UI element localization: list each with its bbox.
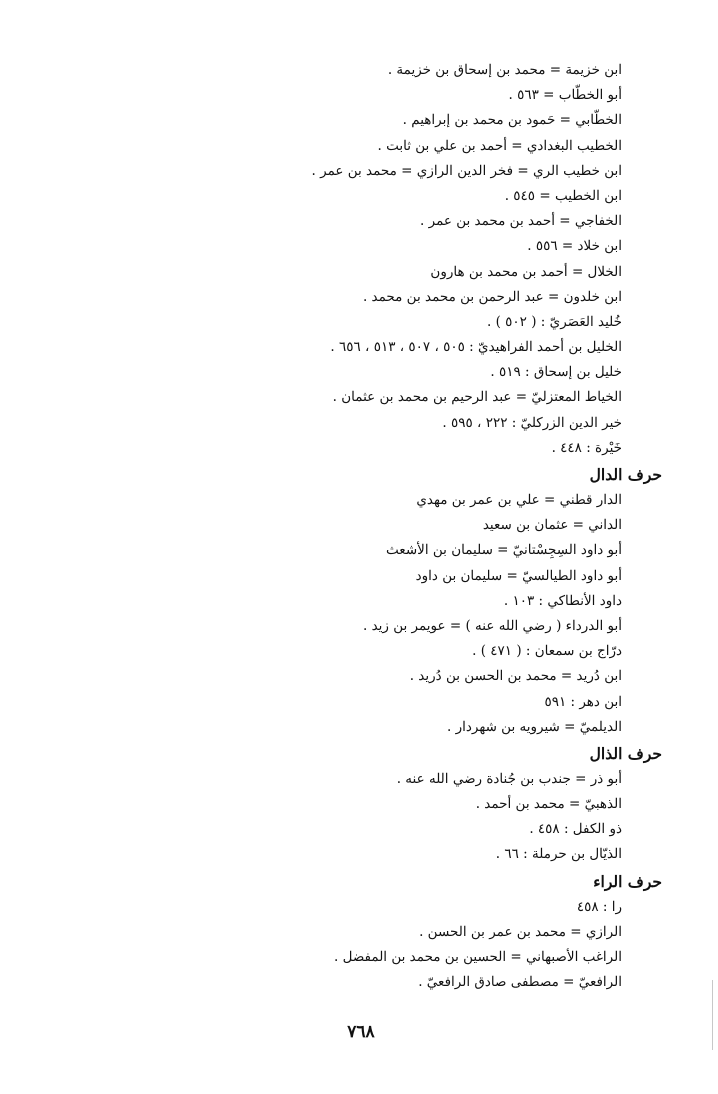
index-entry: ابن خلدون = عبد الرحمن بن محمد بن محمد .	[362, 288, 622, 305]
index-entry: الخياط المعتزليّ = عبد الرحيم بن محمد بن عثمان .	[332, 389, 622, 406]
index-entries	[102, 58, 662, 995]
index-entry: ذو الكفل : ٤٥٨ .	[529, 821, 622, 838]
index-entry: الداني = عثمان بن سعيد	[482, 517, 622, 534]
index-entry: الرازي = محمد بن عمر بن الحسن .	[419, 923, 622, 940]
index-entry: الخليل بن أحمد الفراهيديّ : ٥٠٥ ، ٥٠٧ ، ٥١٣ ، ٦٥٦ .	[330, 339, 622, 356]
index-entry: الخلال = أحمد بن محمد بن هارون	[430, 263, 622, 280]
index-entry: خليل بن إسحاق : ٥١٩ .	[490, 364, 622, 381]
index-entry: ابن دهر : ٥٩١	[544, 693, 622, 710]
index-entry: أبو داود الطيالسيّ = سليمان بن داود	[415, 567, 622, 584]
index-entry: الراغب الأصبهاني = الحسين بن محمد بن المفضل .	[334, 949, 622, 965]
index-entry: ابن خزيمة = محمد بن إسحاق بن خزيمة .	[387, 62, 622, 78]
section-heading: حرف الراء	[593, 871, 662, 891]
index-entry: أبو ذر = جندب بن جُنادة رضي الله عنه .	[396, 770, 622, 787]
index-entry: الخفاجي = أحمد بن محمد بن عمر .	[420, 213, 622, 230]
section-heading: حرف الذال	[589, 743, 662, 763]
index-entry: خير الدين الزركليّ : ٢٢٢ ، ٥٩٥ .	[442, 414, 622, 431]
section-heading: حرف الدال	[589, 465, 662, 484]
index-entry: ابن خطيب الري = فخر الدين الرازي = محمد بن عمر .	[311, 162, 622, 179]
index-entry: الدار قطني = علي بن عمر بن مهدي	[416, 492, 622, 508]
index-entry: خُليد العَصَريّ : ( ٥٠٢ ) .	[487, 313, 622, 330]
index-entry: خَيْرة : ٤٤٨ .	[551, 439, 622, 456]
index-entry: را : ٤٥٨	[576, 898, 622, 915]
index-entry: درّاج بن سمعان : ( ٤٧١ ) .	[472, 643, 622, 660]
index-entry: الذيّال بن حرملة : ٦٦ .	[495, 846, 622, 863]
index-entry: داود الأنطاكي : ١٠٣ .	[503, 592, 622, 609]
index-entry: ابن خلاد = ٥٥٦ .	[527, 238, 622, 255]
index-entry: أبو الدرداء ( رضي الله عنه ) = عويمر بن زيد .	[362, 617, 622, 634]
scan-edge-line	[712, 980, 713, 1050]
index-entry: الديلميّ = شيرويه بن شهردار .	[447, 718, 622, 735]
index-entry: أبو داود السِجِسْتانيّ = سليمان بن الأشعث	[386, 542, 622, 559]
index-entry: ابن الخطيب = ٥٤٥ .	[504, 187, 622, 204]
index-entry: الرافعيّ = مصطفى صادق الرافعيّ .	[418, 974, 622, 991]
index-entry: ابن دُريد = محمد بن الحسن بن دُريد .	[409, 668, 622, 685]
index-entry: أبو الخطّاب = ٥٦٣ .	[508, 87, 622, 104]
index-entry: الخطّابي = حَمود بن محمد بن إبراهيم .	[402, 112, 622, 129]
index-entry: الخطيب البغدادي = أحمد بن علي بن ثابت .	[377, 137, 622, 154]
index-entry: الذهبيّ = محمد بن أحمد .	[475, 796, 622, 813]
page-number: ٧٦٨	[347, 1022, 375, 1042]
